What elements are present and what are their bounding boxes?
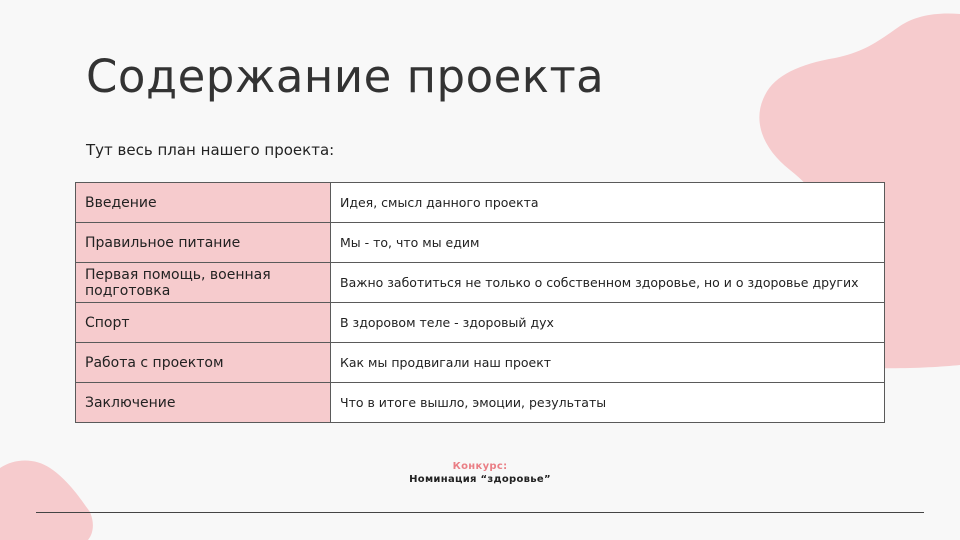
table-row	[76, 303, 885, 343]
slide-title: Содержание проекта	[86, 50, 605, 103]
description-cell: Мы - то, что мы едим	[331, 223, 885, 263]
slide-subtitle: Тут весь план нашего проекта:	[86, 141, 335, 159]
description-cell: Как мы продвигали наш проект	[331, 343, 885, 383]
section-cell: Введение	[76, 183, 331, 223]
section-cell: Работа с проектом	[76, 343, 331, 383]
section-cell: Заключение	[76, 383, 331, 423]
table-row	[76, 223, 885, 263]
contest-label: Конкурс:	[452, 461, 508, 472]
table-row	[76, 343, 885, 383]
description-cell: Важно заботиться не только о собственном здоровье, но и о здоровье других	[331, 263, 885, 303]
description-cell: Идея, смысл данного проекта	[331, 183, 885, 223]
section-cell: Спорт	[76, 303, 331, 343]
table-row	[76, 183, 885, 223]
section-cell: Первая помощь, военная подготовка	[76, 263, 331, 303]
table-row	[76, 263, 885, 303]
table-row	[76, 383, 885, 423]
footer-divider	[36, 512, 924, 513]
description-cell: В здоровом теле - здоровый дух	[331, 303, 885, 343]
section-cell: Правильное питание	[76, 223, 331, 263]
project-contents-table	[75, 182, 885, 423]
description-cell: Что в итоге вышло, эмоции, результаты	[331, 383, 885, 423]
nomination-label: Номинация “здоровье”	[409, 474, 551, 485]
pink-blob-bottom-left	[0, 461, 93, 540]
